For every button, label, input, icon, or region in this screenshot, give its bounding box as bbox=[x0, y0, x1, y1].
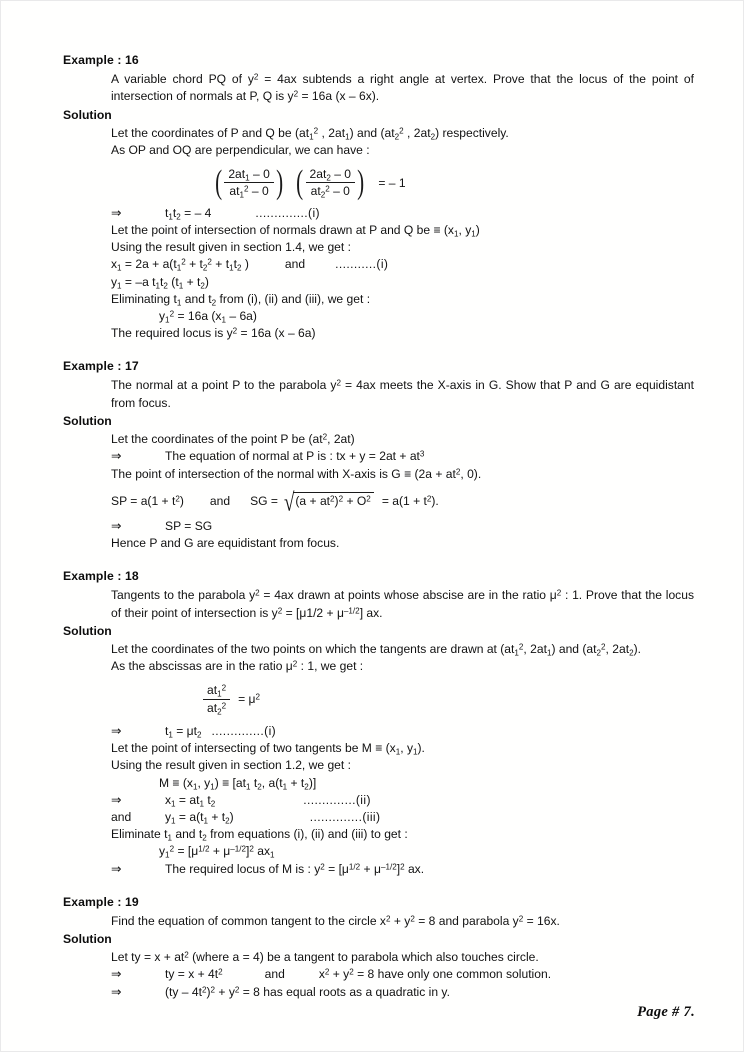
equation-rhs-16: = – 1 bbox=[378, 175, 406, 190]
example-statement-16: A variable chord PQ of $y^2 = 4ax$ subtends a right angle at vertex. Prove that the locus of the point of intersection of normals at P, Q is $y^2 = 16a$ (x – 6x). bbox=[111, 72, 694, 104]
sg-value-17: = $a(1 + t^2)$. bbox=[381, 494, 439, 509]
example-heading-18: Example : 18 bbox=[63, 569, 139, 584]
fraction-1-numerator: $2at_1 - 0$ bbox=[224, 167, 274, 183]
page-content bbox=[63, 53, 696, 1018]
fraction-2-denominator: $at_2^2 - 0$ bbox=[310, 184, 350, 200]
fraction-group-2 bbox=[294, 163, 366, 201]
radical-sign-icon: √ bbox=[283, 488, 295, 517]
example-heading-19: Example : 19 bbox=[63, 894, 139, 909]
solution-line-19-1: Let ty = $x + at^2$ (where a = 4) be a tangent to parabola which also touches circle. bbox=[111, 950, 539, 965]
solution-heading-19: Solution bbox=[63, 932, 112, 947]
right-paren-2: ) bbox=[357, 163, 365, 201]
fraction-1-denominator: $at_1^2 - 0$ bbox=[229, 184, 269, 200]
ratio-rhs-18: = $\mu^2$ bbox=[238, 692, 261, 707]
solution-line-16-3: Let the point of intersection of normals drawn at P and Q be ≡ ($x_1$, $y_1$) bbox=[111, 222, 480, 239]
normal-equation-17: The equation of normal at P is : tx + $y = 2at + at^3$ bbox=[165, 449, 425, 464]
implies-arrow-icon: ⇒ bbox=[111, 792, 122, 807]
fraction-group-1 bbox=[213, 163, 285, 201]
step1-row-19 bbox=[111, 966, 696, 983]
solution-line-16-1: Let the coordinates of P and Q be ($at_1^2$ , $2at_1$) and ($at_2^2$ , $2at_2$) respectively. bbox=[111, 125, 509, 142]
equation-ref-18-iii: ..............(iii) bbox=[309, 809, 381, 824]
sp-expression-17: SP = $a(1 + t^2)$ bbox=[111, 494, 184, 509]
example-block-16 bbox=[63, 53, 696, 342]
solution-line-16-2: As OP and OQ are perpendicular, we can have : bbox=[111, 143, 370, 158]
left-paren-2: ( bbox=[296, 163, 304, 201]
y1-line-16: $y_1 = -a$ $t_1t_2$ $(t_1 + t_2)$ bbox=[111, 274, 209, 290]
ratio-fraction-18 bbox=[203, 683, 230, 715]
x1-expression-16: $x_1 = 2a + a(t_1^2 + t_2^2 + t_1t_2$ ) bbox=[111, 257, 249, 273]
final-equation-16: $y_1^2 = 16a$ $(x_1 - 6a)$ bbox=[159, 308, 257, 325]
and-label-18: and bbox=[111, 809, 132, 824]
y1-row-18 bbox=[111, 809, 696, 826]
solution-line-18-1: Let the coordinates of the two points on which the tangents are drawn at ($at_1^2$, $2at_1$) and ($at_2^2$, $2at_2$). bbox=[111, 642, 641, 658]
example-heading-17: Example : 17 bbox=[63, 359, 139, 374]
solution-heading-17: Solution bbox=[63, 414, 112, 429]
sp-equals-sg-17: SP = SG bbox=[165, 518, 213, 533]
example-statement-18: Tangents to the parabola $y^2 = 4ax$ drawn at points whose abscise are in the ratio $\mu^2$ : 1. Prove that the locus of their point of intersection is $y^2 = [\mu 1/2 + \mu^{-1/2}]$ ax. bbox=[111, 588, 694, 620]
and-label-16: and bbox=[284, 257, 306, 272]
y1-expression-18: $y_1 = a(t_1 + t_2)$ bbox=[165, 809, 234, 826]
solution-heading-18: Solution bbox=[63, 624, 112, 639]
left-paren-1: ( bbox=[215, 163, 223, 201]
fraction-1 bbox=[224, 167, 274, 199]
square-root-17 bbox=[283, 488, 374, 517]
solution-line-18-2: As the abscissas are in the ratio $\mu^2$ : 1, we get : bbox=[111, 659, 364, 674]
implies-arrow-icon: ⇒ bbox=[111, 984, 122, 999]
equation-ref-16-i2: ...........(i) bbox=[335, 257, 389, 272]
implies-arrow-icon: ⇒ bbox=[111, 723, 122, 738]
fraction-2 bbox=[306, 167, 356, 199]
step1-rest-19: $x^2 + y^2 = 8$ have only one common solution. bbox=[318, 967, 552, 982]
solution-line-16-4: Using the result given in section 1.4, we get : bbox=[111, 240, 351, 255]
radicand-17: $(a + at^2)^2 + O^2$ bbox=[293, 492, 373, 511]
fraction-2-numerator: $2at_2 - 0$ bbox=[306, 167, 356, 183]
m-definition-18: $M \equiv (x_1$, $y_1) \equiv [at_1$ $t_2$, $a(t_1 + t_2)$] bbox=[159, 775, 317, 791]
sg-label-17: SG = bbox=[250, 494, 278, 509]
equation-ref-16-i: ..............(i) bbox=[255, 205, 320, 220]
final-equation-18: $y_1^2 = [\mu^{1/2} + \mu^{-1/2}]^2$ $ax_1$ bbox=[159, 844, 275, 860]
ratio-denominator-18: $at_2^2$ bbox=[207, 700, 227, 716]
step2-expression-19: $(ty - 4t^2)^2 + y^2 = 8$ has equal roots as a quadratic in y. bbox=[165, 984, 450, 999]
solution-line-17-1: Let the coordinates of the point P be ($at^2$, 2at) bbox=[111, 432, 355, 447]
elimination-line-18: Eliminate $t_1$ and $t_2$ from equations (i), (ii) and (iii) to get : bbox=[111, 827, 408, 843]
conclusion-16: The required locus is $y^2 = 16a$ (x – 6a) bbox=[111, 326, 316, 341]
equation-perpendicular-16 bbox=[213, 163, 696, 201]
ratio-numerator-18: $at_1^2$ bbox=[203, 683, 230, 699]
page-footer: Page # 7. bbox=[637, 1004, 695, 1020]
x1-row-16 bbox=[111, 256, 696, 273]
t1-expression-18: $t_1 = \mu t_2$ bbox=[165, 723, 202, 740]
sp-sg-row-17 bbox=[111, 488, 696, 517]
solution-heading-16: Solution bbox=[63, 107, 112, 122]
t1-row-18 bbox=[111, 723, 696, 740]
implies-arrow-icon: ⇒ bbox=[111, 205, 122, 220]
step1-expression-19: ty = $x + 4t^2$ bbox=[165, 967, 223, 982]
equation-ref-18-ii: ..............(ii) bbox=[303, 792, 371, 807]
implies-arrow-icon: ⇒ bbox=[111, 518, 122, 533]
normal-equation-row-17 bbox=[111, 448, 696, 465]
and-label-17: and bbox=[209, 494, 231, 509]
intersection-line-17: The point of intersection of the normal with X-axis is $G \equiv (2a + at^2$, 0). bbox=[111, 466, 482, 481]
conclusion-row-18 bbox=[111, 861, 696, 878]
implies-arrow-icon: ⇒ bbox=[111, 449, 122, 464]
implies-arrow-icon: ⇒ bbox=[111, 967, 122, 982]
implies-arrow-icon: ⇒ bbox=[111, 861, 122, 876]
right-paren-1: ) bbox=[275, 163, 284, 201]
example-block-18 bbox=[63, 569, 696, 878]
and-label-19: and bbox=[264, 967, 285, 982]
equation-ref-18-i: ..............(i) bbox=[211, 723, 277, 738]
x1-row-18 bbox=[111, 792, 696, 809]
ratio-equation-18 bbox=[203, 683, 696, 715]
conclusion-17: Hence P and G are equidistant from focus. bbox=[111, 536, 340, 550]
solution-line-18-3: Let the point of intersecting of two tangents be $M \equiv (x_1$, $y_1$). bbox=[111, 741, 425, 757]
result-expression-16: $t_1t_2$ = – 4 bbox=[165, 205, 212, 222]
example-block-19 bbox=[63, 895, 696, 1001]
conclusion-18: The required locus of M is : $y^2 = [\mu^{1/2} + \mu^{-1/2}]^2$ ax. bbox=[165, 861, 425, 876]
step2-row-19 bbox=[111, 984, 696, 1001]
solution-line-18-4: Using the result given in section 1.2, we get : bbox=[111, 758, 351, 773]
example-statement-17: The normal at a point P to the parabola $y^2 = 4ax$ meets the X-axis in G. Show that P and G are equidistant from focus. bbox=[111, 378, 694, 410]
elimination-line-16: Eliminating $t_1$ and $t_2$ from (i), (ii) and (iii), we get : bbox=[111, 291, 371, 308]
result-row-16 bbox=[111, 205, 696, 222]
sp-eq-sg-row-17 bbox=[111, 518, 696, 535]
example-block-17 bbox=[63, 359, 696, 552]
example-heading-16: Example : 16 bbox=[63, 53, 139, 67]
x1-expression-18: $x_1 = at_1$ $t_2$ bbox=[165, 792, 216, 809]
example-statement-19: Find the equation of common tangent to the circle $x^2 + y^2 = 8$ and parabola $y^2 = 16x$. bbox=[111, 913, 560, 928]
